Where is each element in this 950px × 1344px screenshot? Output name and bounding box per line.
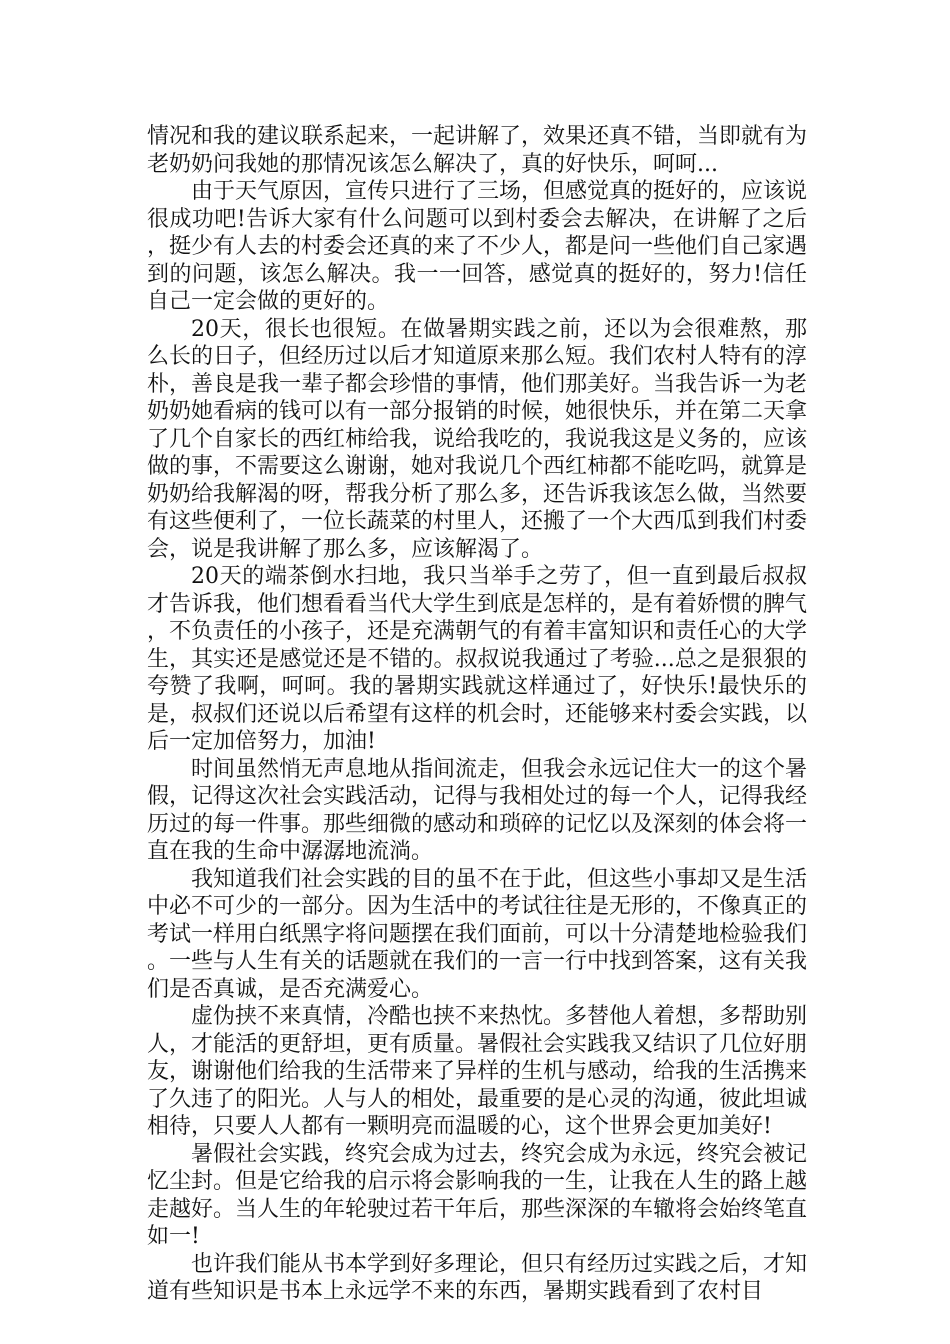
paragraph-6: 我知道我们社会实践的目的虽不在于此，但这些小事却又是生活中必不可少的一部分。因为生活中的考试往往是无形的，不像真正的考试一样用白纸黑字将问题摆在我们面前，可以十分清楚地检验我们。一些与人生有关的话题就在我们的一言一行中找到答案，这有关我们是否真诚，是否充满爱心。: [147, 866, 808, 1002]
document-body: [147, 123, 807, 1306]
paragraph-1: 情况和我的建议联系起来，一起讲解了，效果还真不错，当即就有为老奶奶问我她的那情况该怎么解决了，真的好快乐，呵呵...: [147, 124, 808, 177]
paragraph-4: 20天的端茶倒水扫地，我只当举手之劳了，但一直到最后叔叔才告诉我，他们想看看当代大学生到底是怎样的，是有着娇惯的脾气，不负责任的小孩子，还是充满朝气的有着丰富知识和责任心的大学生，其实还是感觉还是不错的。叔叔说我通过了考验...总之是狠狠的夸赞了我啊，呵呵。我的暑期实践就这样通过了，好快乐!最快乐的是，叔叔们还说以后希望有这样的机会时，还能够来村委会实践，以后一定加倍努力，加油!: [147, 564, 808, 754]
paragraph-3: 20天，很长也很短。在做暑期实践之前，还以为会很难熬，那么长的日子，但经历过以后才知道原来那么短。我们农村人特有的淳朴，善良是我一辈子都会珍惜的事情，他们那美好。当我告诉一为老奶奶她看病的钱可以有一部分报销的时候，她很快乐，并在第二天拿了几个自家长的西红柿给我，说给我吃的，我说我这是义务的，应该做的事，不需要这么谢谢，她对我说几个西红柿都不能吃吗，就算是奶奶给我解渴的呀，帮我分析了那么多，还告诉我该怎么做，当然要有这些便利了，一位长蔬菜的村里人，还搬了一个大西瓜到我们村委会，说是我讲解了那么多，应该解渴了。: [147, 316, 808, 562]
paragraph-9: 也许我们能从书本学到好多理论，但只有经历过实践之后，才知道有些知识是书本上永远学不来的东西，暑期实践看到了农村目: [147, 1251, 808, 1304]
paragraph-5: 时间虽然悄无声息地从指间流走，但我会永远记住大一的这个暑假，记得这次社会实践活动，记得与我相处过的每一个人，记得我经历过的每一件事。那些细微的感动和琐碎的记忆以及深刻的体会将一直在我的生命中潺潺地流淌。: [147, 756, 808, 864]
paragraph-8: 暑假社会实践，终究会成为过去，终究会成为永远，终究会被记忆尘封。但是它给我的启示将会影响我的一生，让我在人生的路上越走越好。当人生的年轮驶过若干年后，那些深深的车辙将会始终笔直如一!: [147, 1141, 808, 1249]
paragraph-7: 虚伪挟不来真情，冷酷也挟不来热忱。多替他人着想，多帮助别人，才能活的更舒坦，更有质量。暑假社会实践我又结识了几位好朋友，谢谢他们给我的生活带来了异样的生机与感动，给我的生活携来了久违了的阳光。人与人的相处，最重要的是心灵的沟通，彼此坦诚相待，只要人人都有一颗明亮而温暖的心，这个世界会更加美好!: [147, 1004, 808, 1139]
paragraph-2: 由于天气原因，宣传只进行了三场，但感觉真的挺好的，应该说很成功吧!告诉大家有什么问题可以到村委会去解决，在讲解了之后，挺少有人去的村委会还真的来了不少人，都是问一些他们自己家遇到的问题，该怎么解决。我一一回答，感觉真的挺好的，努力!信任自己一定会做的更好的。: [147, 179, 808, 314]
